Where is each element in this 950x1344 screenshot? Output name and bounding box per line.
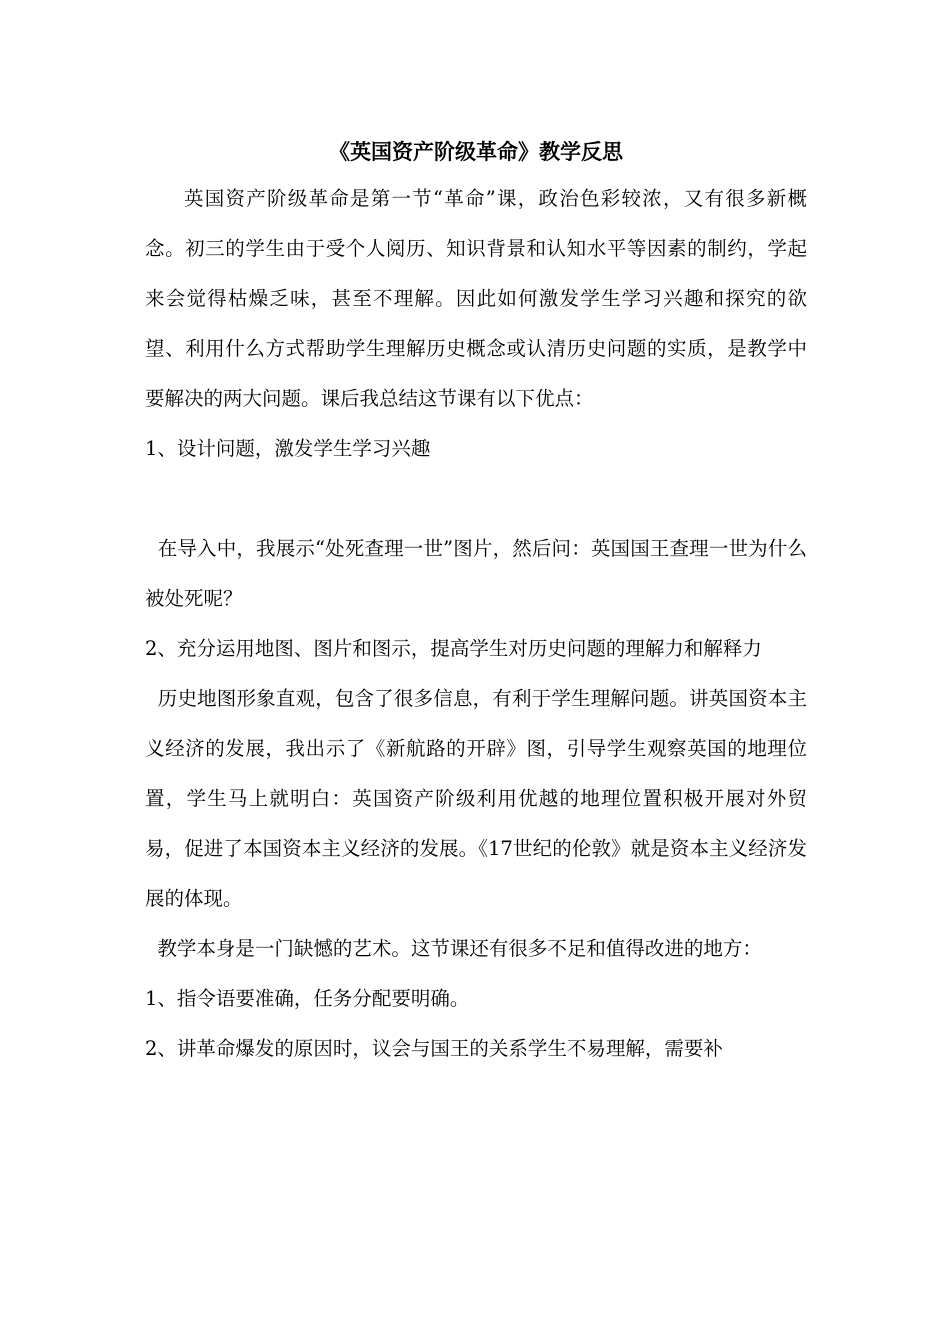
paragraph-point-2-body: 历史地图形象直观，包含了很多信息，有利于学生理解问题。讲英国资本主义经济的发展，我出示了《新航路的开辟》图，引导学生观察英国的地理位置，学生马上就明白：英国资产阶级利用优越的地理位置积极开展对外贸易，促进了本国资本主义经济的发展。《17世纪的伦敦》就是资本主义经济发展的体现。: [145, 687, 807, 910]
document-title: 《英国资产阶级革命》教学反思: [329, 139, 623, 164]
document-page: [145, 130, 807, 1074]
paragraph-point-2-heading: 2、充分运用地图、图片和图示，提高学生对历史问题的理解力和解释力: [145, 637, 762, 660]
paragraph-shortcoming-2: 2、讲革命爆发的原因时，议会与国王的关系学生不易理解，需要补: [145, 1037, 723, 1060]
blank-line: [145, 474, 807, 524]
paragraph-point-1-heading: 1、设计问题，激发学生学习兴趣: [145, 437, 431, 460]
paragraph-shortcomings-intro: 教学本身是一门缺憾的艺术。这节课还有很多不足和值得改进的地方：: [145, 937, 762, 960]
paragraph-shortcoming-1: 1、指令语要准确，任务分配要明确。: [145, 987, 470, 1010]
paragraph-intro: 英国资产阶级革命是第一节“革命”课，政治色彩较浓，又有很多新概念。初三的学生由于受个人阅历、知识背景和认知水平等因素的制约，学起来会觉得枯燥乏味，甚至不理解。因此如何激发学生学习兴趣和探究的欲望、利用什么方式帮助学生理解历史概念或认清历史问题的实质，是教学中要解决的两大问题。课后我总结这节课有以下优点：: [145, 187, 807, 410]
paragraph-point-1-body: 在导入中，我展示“处死查理一世”图片，然后问：英国国王查理一世为什么被处死呢？: [145, 537, 807, 610]
